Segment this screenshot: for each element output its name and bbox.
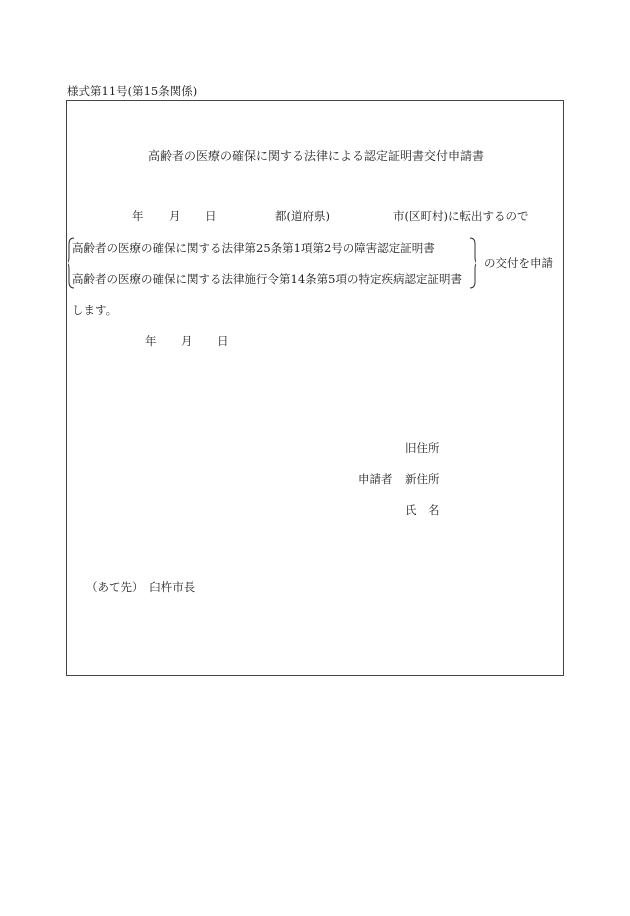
prefecture-label: 都(道府県) (275, 209, 330, 223)
applicant-label: 申請者 (358, 472, 393, 486)
specific-disease-certificate-option: 高齢者の医療の確保に関する法律施行令第14条第5項の特定疾病認定証明書 (72, 272, 462, 286)
move-date-year: 年 (132, 209, 144, 223)
move-date-month: 月 (169, 209, 181, 223)
new-address-label: 新住所 (405, 472, 440, 486)
certificate-request-continuation: します。 (72, 303, 118, 317)
addressee-label: （あて先） 臼杵市長 (86, 580, 196, 594)
application-date-month: 月 (181, 334, 193, 348)
disability-certificate-option: 高齢者の医療の確保に関する法律第25条第1項第2号の障害認定証明書 (72, 241, 435, 255)
certificate-request-suffix: の交付を申請 (484, 256, 553, 270)
city-move-out-label: 市(区町村)に転出するので (393, 209, 529, 223)
applicant-name-label: 氏 名 (405, 503, 440, 517)
application-date-day: 日 (217, 334, 229, 348)
move-date-day: 日 (205, 209, 217, 223)
old-address-label: 旧住所 (405, 441, 440, 455)
form-number-label: 様式第11号(第15条関係) (67, 84, 198, 98)
form-title: 高齢者の医療の確保に関する法律による認定証明書交付申請書 (148, 149, 485, 163)
application-date-year: 年 (145, 334, 157, 348)
